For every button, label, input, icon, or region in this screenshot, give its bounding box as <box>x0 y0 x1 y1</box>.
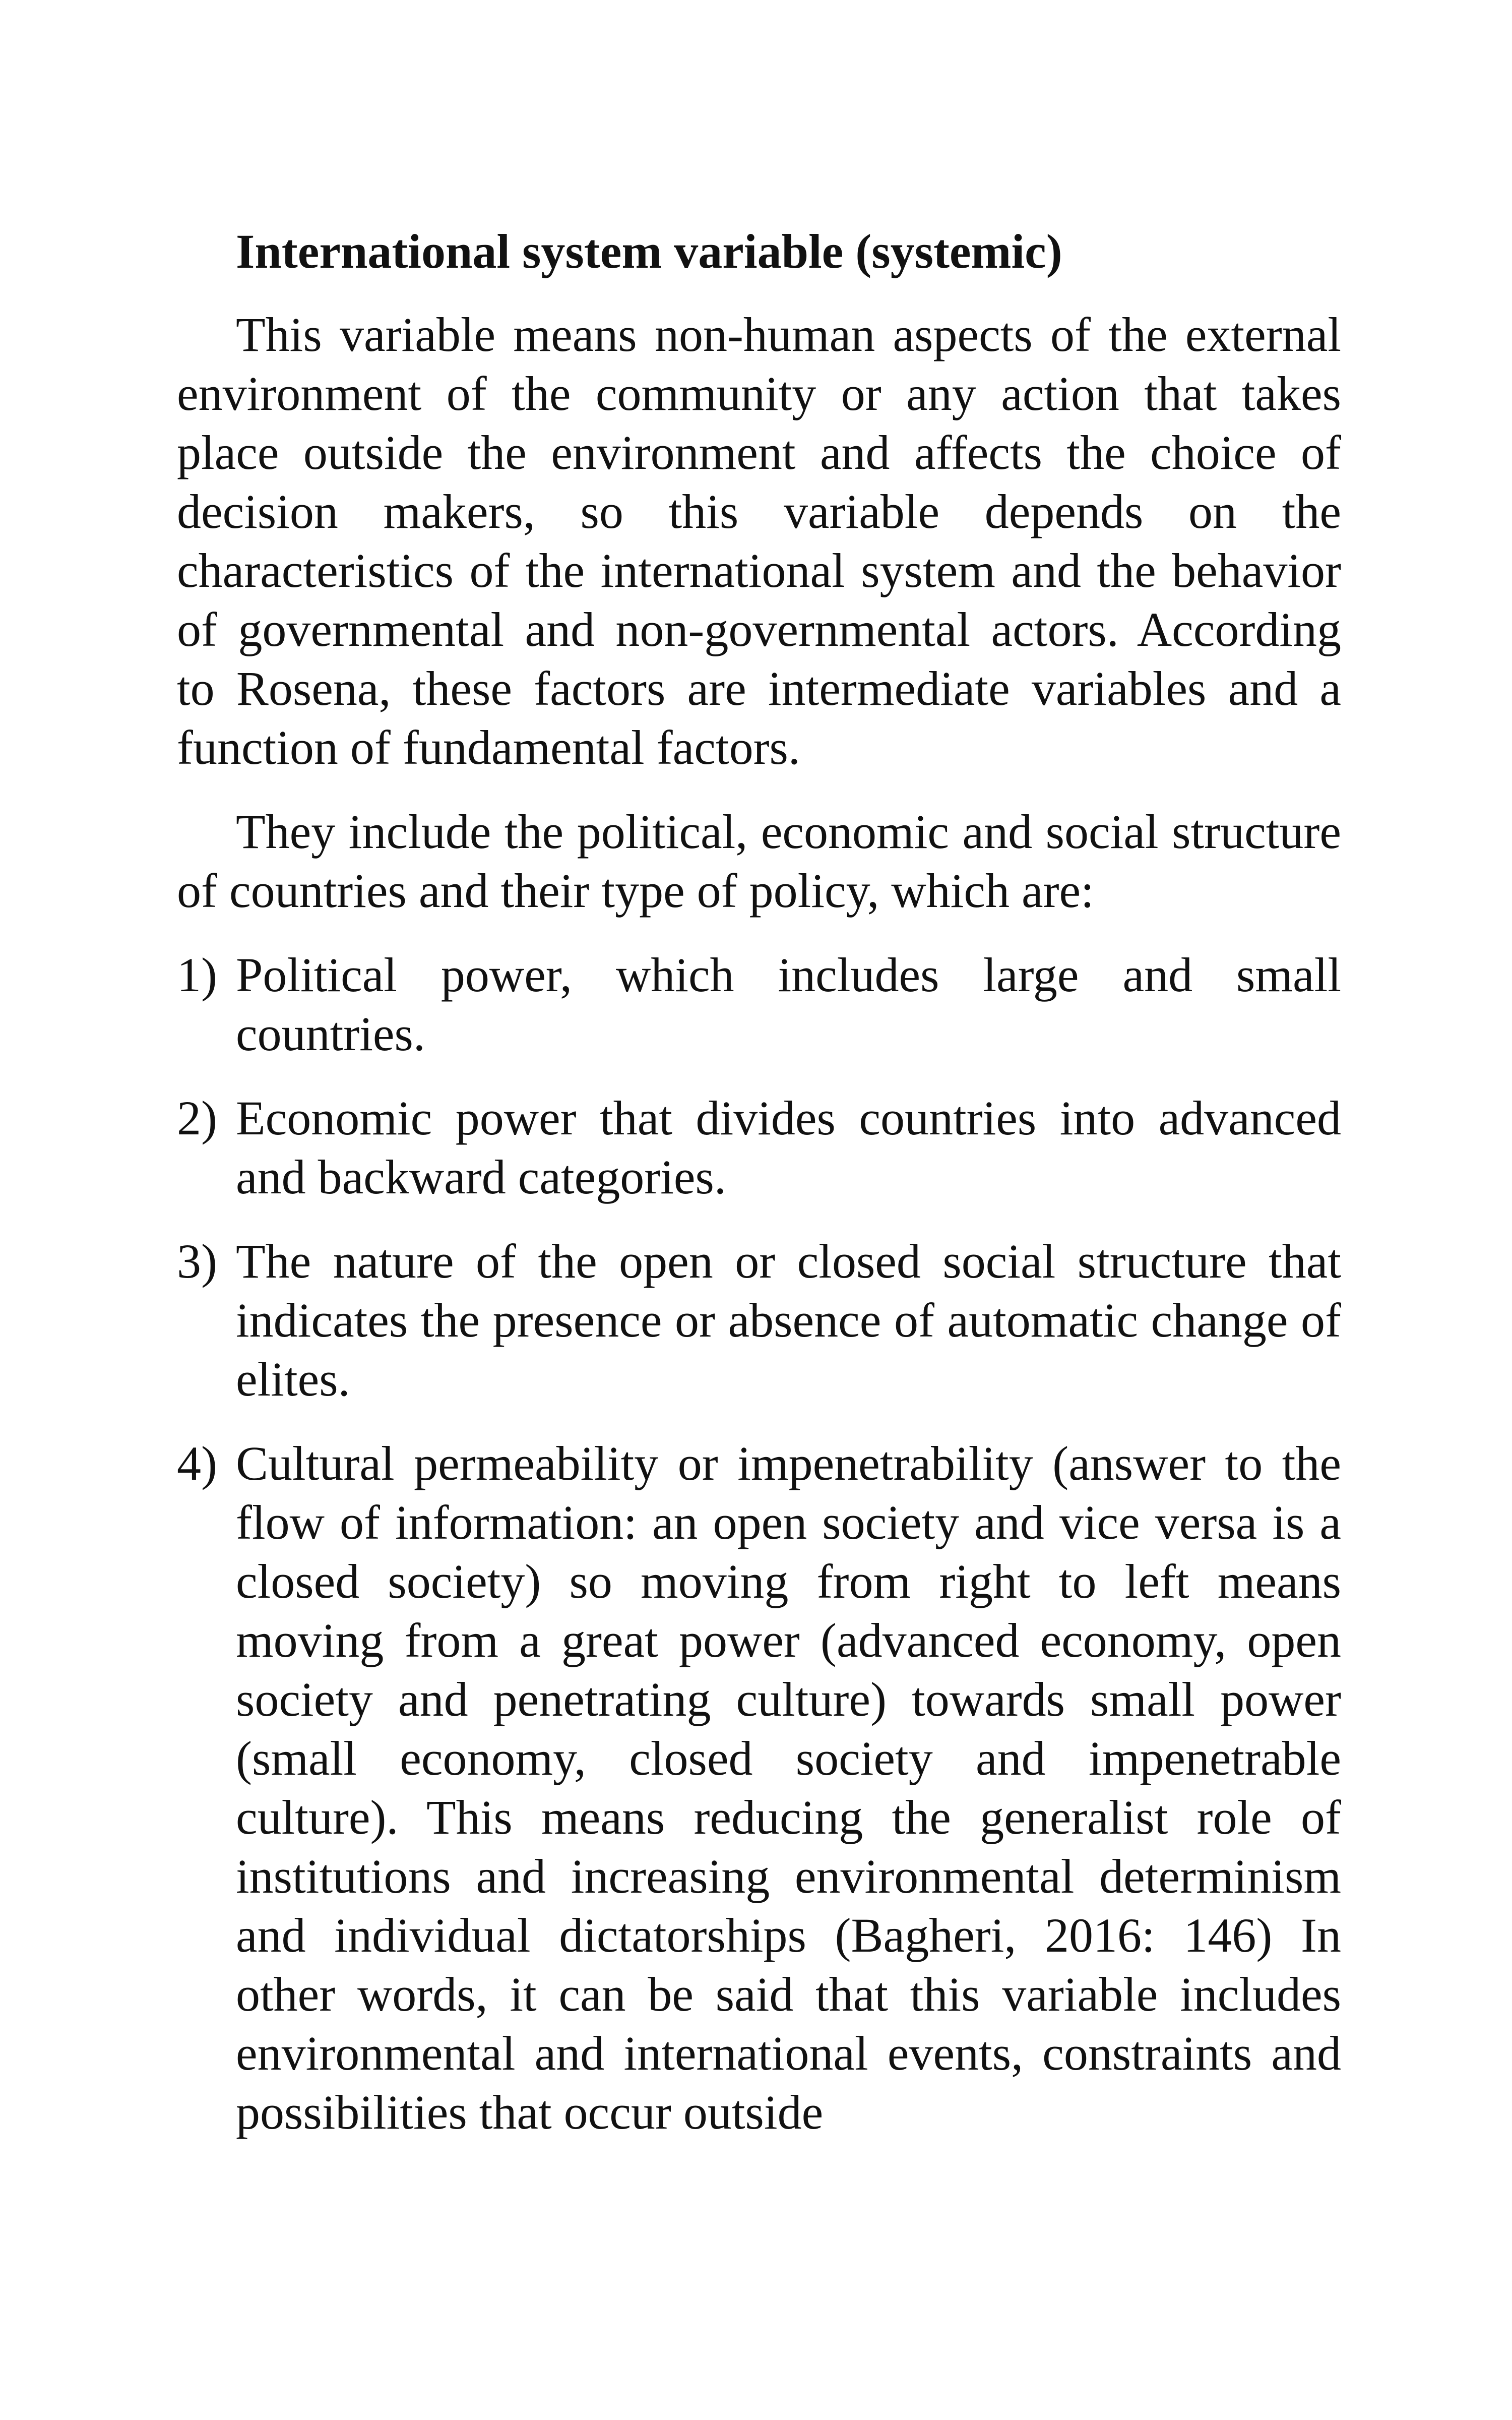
section-heading: International system variable (systemic) <box>236 224 1062 278</box>
list-item-number: 1) <box>177 948 217 1002</box>
list-item-text: Economic power that divides countries into advanced and backward categories. <box>236 1091 1341 1204</box>
paragraph-structure-intro: They include the political, economic and social structure of countries and their type of policy, which are: <box>177 805 1341 918</box>
factor-list <box>177 945 1341 2142</box>
list-item-number: 3) <box>177 1234 217 1288</box>
list-item-text: Cultural permeability or impenetrability (answer to the flow of information: an open society and vice versa is a closed society) so moving from right to left means moving from a great power (advanced economy, open society and penetrating culture) towards small power (small economy, closed society and impenetrable culture). This means reducing the generalist role of institutions and increasing environmental determinism and individual dictatorships (Bagheri, 2016: 146) In other words, it can be said that this variable includes environmental and international events, constraints and possibilities that occur outside <box>236 1436 1341 2139</box>
list-item <box>177 1434 1341 2142</box>
paragraph-definition: This variable means non-human aspects of the external environment of the community or any action that takes place outside the environment and affects the choice of decision makers, so this variable depends on the characteristics of the international system and the behavior of governmental and non-governmental actors. According to Rosena, these factors are intermediate variables and a function of fundamental factors. <box>177 308 1341 774</box>
list-item <box>177 1232 1341 1409</box>
list-item-number: 2) <box>177 1091 217 1145</box>
list-item <box>177 945 1341 1063</box>
list-item-number: 4) <box>177 1436 217 1490</box>
list-item <box>177 1088 1341 1206</box>
document-page <box>177 222 1341 2167</box>
list-item-text: Political power, which includes large and small countries. <box>236 948 1341 1061</box>
list-item-text: The nature of the open or closed social structure that indicates the presence or absence of automatic change of elites. <box>236 1234 1341 1406</box>
